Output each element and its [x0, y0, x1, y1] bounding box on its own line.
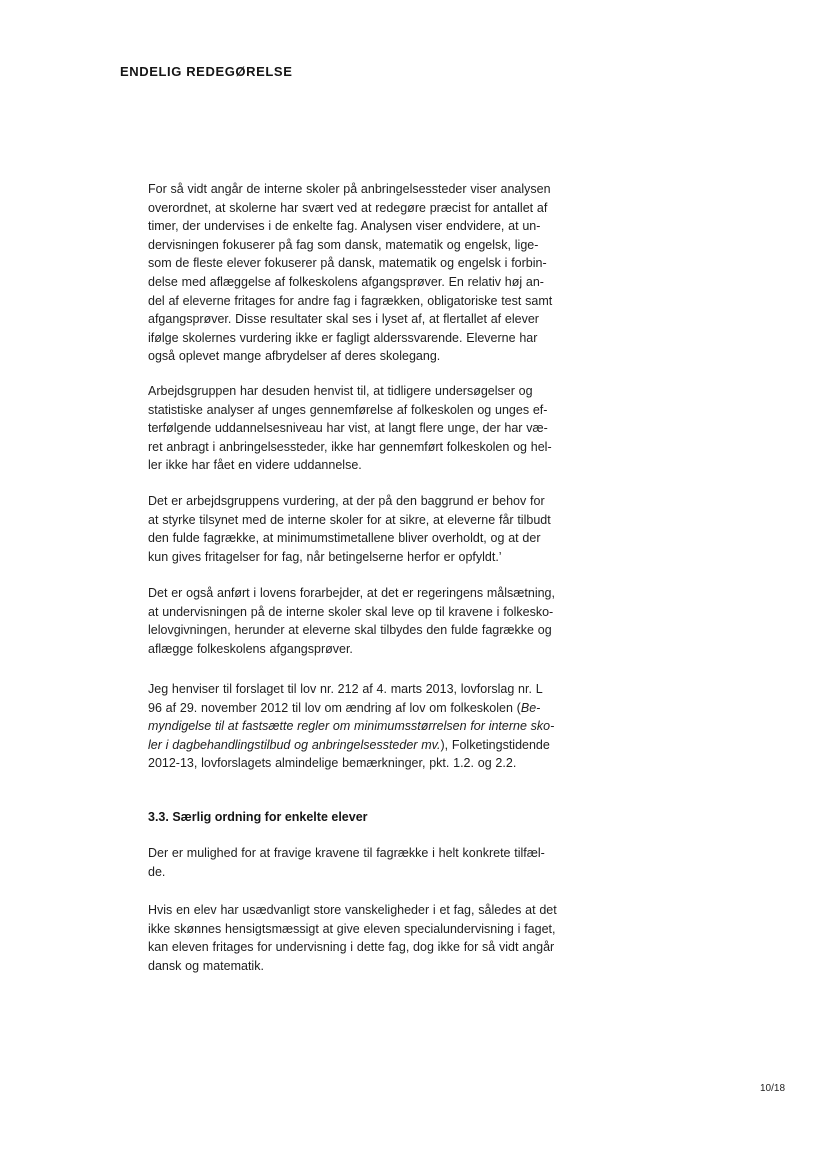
paragraph-2-text [148, 382, 588, 475]
text-line: Der er mulighed for at fravige kravene til fagrække i helt konkrete tilfæl- [148, 846, 545, 860]
paragraph-1-text [148, 180, 588, 366]
text-line: de. [148, 864, 166, 879]
paragraph-5-legal-reference [148, 680, 588, 773]
document-header-title: ENDELIG REDEGØRELSE [120, 64, 293, 79]
text-line: overordnet, at skolerne har svært ved at redegøre præcist for antallet af [148, 200, 548, 215]
text-line: Det er også anført i lovens forarbejder, at det er regeringens målsætning, [148, 586, 555, 600]
text-line: at styrke tilsynet med de interne skoler for at sikre, at eleverne får tilbudt [148, 512, 551, 527]
paragraph-3 [148, 492, 588, 566]
page-number: 10/18 [760, 1083, 786, 1094]
text-line: Det er arbejdsgruppens vurdering, at der på den baggrund er behov for [148, 494, 545, 508]
text-line: at undervisningen på de interne skoler skal leve op til kravene i folkesko- [148, 604, 554, 619]
paragraph-2 [148, 382, 588, 475]
text-line: lelovgivningen, herunder at eleverne skal tilbydes den fulde fagrække og [148, 623, 552, 638]
text-segment: ), Folketingstidende [440, 737, 550, 752]
bill-title-italic: Be- [520, 700, 541, 715]
text-line [148, 699, 588, 718]
section-paragraph-2-text [148, 901, 588, 975]
text-line: ifølge skolernes vurdering ikke er fagligt alderssvarende. Eleverne har [148, 330, 538, 345]
text-line [148, 736, 588, 755]
text-line: den fulde fagrække, at minimumstimetallene bliver overholdt, og at der [148, 531, 541, 546]
text-line: ler ikke har fået en videre uddannelse. [148, 458, 362, 473]
paragraph-3-text [148, 492, 588, 566]
text-line: For så vidt angår de interne skoler på anbringelsessteder viser analysen [148, 182, 551, 196]
text-line: Hvis en elev har usædvanligt store vanskeligheder i et fag, således at det [148, 903, 557, 917]
text-line: kun gives fritagelser for fag, når betingelserne herfor er opfyldt.’ [148, 549, 502, 564]
text-line: statistiske analyser af unges gennemførelse af folkeskolen og unges ef- [148, 402, 548, 417]
text-line: afgangsprøver. Disse resultater skal ses i lyset af, at flertallet af elever [148, 312, 539, 327]
section-paragraph-1-text [148, 844, 588, 881]
text-line: ikke skønnes hensigtsmæssigt at give eleven specialundervisning i faget, [148, 921, 556, 936]
section-paragraph-1 [148, 844, 588, 881]
text-line: også oplevet mange afbrydelser af deres skolegang. [148, 349, 441, 364]
text-line: timer, der undervises i de enkelte fag. Analysen viser endvidere, at un- [148, 219, 541, 234]
text-line: Arbejdsgruppen har desuden henvist til, at tidligere undersøgelser og [148, 384, 533, 398]
paragraph-4-text [148, 584, 588, 658]
section-paragraph-2 [148, 901, 588, 975]
text-line: dansk og matematik. [148, 958, 264, 973]
text-line: som de fleste elever fokuserer på dansk, matematik og engelsk i forbin- [148, 256, 547, 271]
text-line: terfølgende uddannelsesniveau har vist, at langt flere unge, der har væ- [148, 421, 548, 436]
section-heading [148, 810, 588, 824]
text-line: aflægge folkeskolens afgangsprøver. [148, 641, 353, 656]
text-line: 2012-13, lovforslagets almindelige bemærkninger, pkt. 1.2. og 2.2. [148, 756, 517, 771]
paragraph-4 [148, 584, 588, 658]
text-segment: 96 af 29. november 2012 til lov om ændring af lov om folkeskolen ( [148, 700, 521, 715]
text-line: del af eleverne fritages for andre fag i fagrækken, obligatoriske test samt [148, 293, 553, 308]
text-line: kan eleven fritages for undervisning i dette fag, dog ikke for så vidt angår [148, 940, 555, 955]
text-line: dervisningen fokuserer på fag som dansk, matematik og engelsk, lige- [148, 237, 539, 252]
text-line: Jeg henviser til forslaget til lov nr. 212 af 4. marts 2013, lovforslag nr. L [148, 682, 543, 696]
bill-title-italic: ler i dagbehandlingstilbud og anbringelsessteder mv. [148, 737, 441, 752]
bill-title-italic: myndigelse til at fastsætte regler om minimumsstørrelsen for interne sko- [148, 719, 555, 734]
text-line [148, 717, 588, 736]
paragraph-1 [148, 180, 588, 366]
text-line: delse med aflæggelse af folkeskolens afgangsprøver. En relativ høj an- [148, 274, 544, 289]
section-heading-text: 3.3. Særlig ordning for enkelte elever [148, 810, 368, 824]
text-line: ret anbragt i anbringelsessteder, ikke har gennemført folkeskolen og hel- [148, 439, 552, 454]
paragraph-5-text [148, 680, 588, 773]
